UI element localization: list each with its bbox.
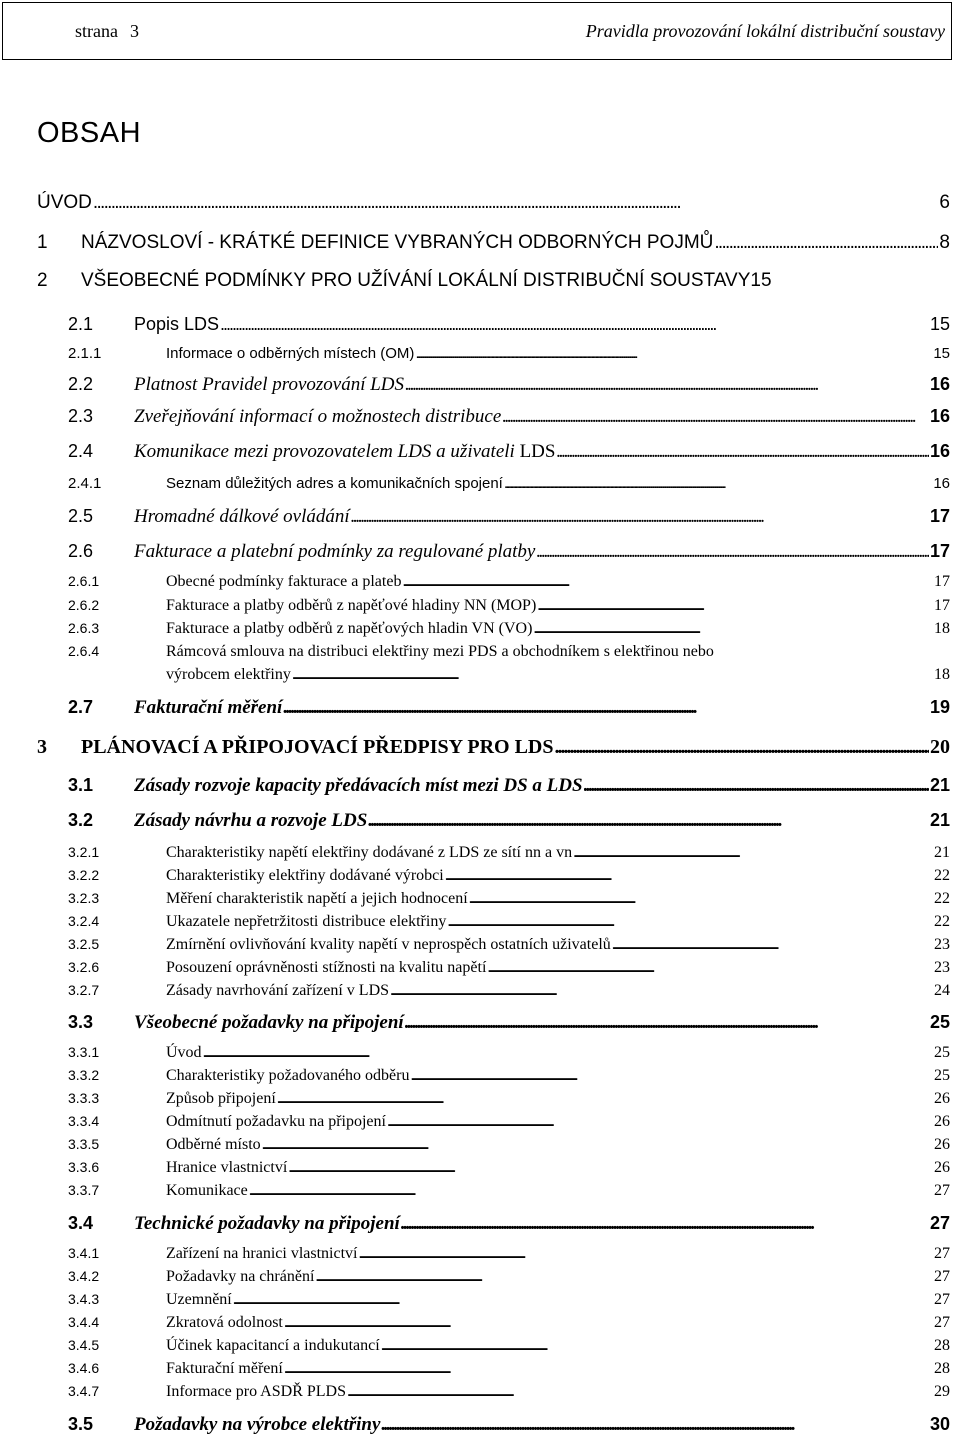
toc-entry-text-main: Komunikace mezi provozovatelem LDS a uživateli bbox=[134, 441, 515, 462]
toc-leader bbox=[262, 1136, 933, 1154]
toc-entry-page: 27 bbox=[934, 1268, 950, 1285]
toc-entry-text: VŠEOBECNÉ PODMÍNKY PRO UŽÍVÁNÍ LOKÁLNÍ DISTRIBUČNÍ SOUSTAVY bbox=[81, 270, 751, 291]
toc-entry-number: 2.6.1 bbox=[68, 573, 100, 589]
toc-entry[interactable] bbox=[68, 620, 950, 638]
toc-entry-number: 2.2 bbox=[68, 374, 94, 394]
toc-entry-page: 17 bbox=[934, 597, 950, 614]
toc-entry-number: 2.4.1 bbox=[68, 475, 102, 492]
toc-entry-number: 3.3.7 bbox=[68, 1182, 100, 1198]
toc-leader bbox=[584, 775, 929, 797]
toc-leader bbox=[447, 913, 933, 931]
toc-entry-text: Hromadné dálkové ovládání bbox=[134, 506, 350, 527]
toc-leader bbox=[284, 1314, 933, 1332]
toc-entry-number: 2.3 bbox=[68, 406, 94, 426]
toc-entry-text-cont: výrobcem elektřiny bbox=[166, 666, 291, 683]
page-number: 3 bbox=[129, 21, 139, 41]
toc-entry-number: 3.3.2 bbox=[68, 1067, 100, 1083]
toc-entry-number: 2 bbox=[37, 270, 48, 291]
toc-entry-number: 3.3.5 bbox=[68, 1136, 100, 1152]
toc-entry-number: 2.6.2 bbox=[68, 597, 100, 613]
toc-entry[interactable] bbox=[68, 643, 950, 689]
toc-leader bbox=[288, 1159, 933, 1177]
toc-entry-page: 22 bbox=[934, 913, 950, 930]
toc-entry-page: 17 bbox=[929, 506, 950, 526]
toc-entry-text: Zásady návrhu a rozvoje LDS bbox=[134, 810, 368, 831]
toc-entry[interactable] bbox=[68, 541, 950, 563]
toc-entry[interactable] bbox=[68, 506, 950, 528]
toc-entry-page: 27 bbox=[934, 1291, 950, 1308]
toc-entry-number: 2.6 bbox=[68, 541, 94, 561]
toc-leader bbox=[249, 1182, 933, 1200]
toc-entry-number: 3.5 bbox=[68, 1414, 94, 1434]
toc-entry[interactable] bbox=[68, 1012, 950, 1034]
toc-leader bbox=[402, 573, 933, 591]
toc-entry-number: 3.2.1 bbox=[68, 844, 100, 860]
toc-entry-number: 2.1.1 bbox=[68, 345, 102, 362]
toc-leader bbox=[573, 844, 933, 862]
toc-entry-text: Ukazatele nepřetržitosti distribuce elektřiny bbox=[166, 913, 447, 930]
toc-entry[interactable] bbox=[68, 1360, 950, 1378]
toc-entry-number: 2.1 bbox=[68, 314, 94, 334]
toc-entry-number: 3.2.7 bbox=[68, 982, 100, 998]
toc-entry[interactable] bbox=[68, 1291, 950, 1309]
toc-entry-number: 3.2.3 bbox=[68, 890, 100, 906]
toc-entry-number: 3.3 bbox=[68, 1012, 94, 1032]
toc-entry-text: Fakturace a platební podmínky za regulované platby bbox=[134, 541, 536, 562]
toc-entry[interactable] bbox=[68, 1213, 950, 1235]
toc-entry-text: Technické požadavky na připojení bbox=[134, 1213, 400, 1234]
toc-leader bbox=[405, 1012, 929, 1034]
toc-entry-text: Informace pro ASDŘ PLDS bbox=[166, 1383, 346, 1400]
toc-entry[interactable] bbox=[68, 844, 950, 862]
toc-entry-number: 2.5 bbox=[68, 506, 94, 526]
toc-entry-text: Odběrné místo bbox=[166, 1136, 261, 1153]
toc-entry[interactable] bbox=[68, 1044, 950, 1062]
toc-entry-text: Zkratová odolnost bbox=[166, 1314, 283, 1331]
toc-leader bbox=[714, 232, 938, 254]
toc-leader bbox=[410, 1067, 933, 1085]
toc-leader bbox=[401, 1213, 929, 1235]
toc-entry[interactable] bbox=[68, 936, 950, 954]
toc-entry-text: ÚVOD bbox=[37, 192, 92, 213]
toc-entry-page: 18 bbox=[934, 666, 950, 683]
page-header bbox=[2, 2, 952, 60]
toc-entry-text: Rámcová smlouva na distribuci elektřiny mezi PDS a obchodníkem s elektřinou nebo bbox=[166, 643, 714, 660]
toc-entry-text: Fakturační měření bbox=[166, 1360, 283, 1377]
toc-entry-text: NÁZVOSLOVÍ - KRÁTKÉ DEFINICE VYBRANÝCH ODBORNÝCH POJMŮ bbox=[81, 232, 714, 253]
toc-entry-text: Požadavky na výrobce elektřiny bbox=[134, 1414, 381, 1435]
toc-entry[interactable] bbox=[68, 890, 950, 908]
toc-leader bbox=[315, 1268, 933, 1286]
page-title: OBSAH bbox=[37, 117, 142, 149]
toc-leader bbox=[533, 620, 933, 638]
toc-entry-text: Charakteristiky požadovaného odběru bbox=[166, 1067, 410, 1084]
toc-entry-page: 24 bbox=[934, 982, 950, 999]
toc-entry-text: Charakteristiky napětí elektřiny dodávané z LDS ze sítí nn a vn bbox=[166, 844, 573, 861]
toc-entry[interactable] bbox=[68, 573, 950, 591]
toc-entry-text: Úvod bbox=[166, 1044, 202, 1061]
toc-entry-page: 27 bbox=[934, 1314, 950, 1331]
toc-entry-text: Požadavky na chránění bbox=[166, 1268, 315, 1285]
toc-entry-number: 2.4 bbox=[68, 441, 94, 461]
toc-entry-number: 3.4.7 bbox=[68, 1383, 100, 1399]
toc-entry-page: 26 bbox=[934, 1113, 950, 1130]
toc-entry-page: 19 bbox=[929, 697, 950, 717]
toc-entry[interactable] bbox=[68, 1245, 950, 1263]
toc-leader bbox=[358, 1245, 933, 1263]
toc-leader bbox=[556, 441, 929, 463]
toc-entry[interactable] bbox=[68, 1113, 950, 1131]
toc-entry-text: Zmírnění ovlivňování kvality napětí v neprospěch ostatních uživatelů bbox=[166, 936, 611, 953]
toc-entry-text: Způsob připojení bbox=[166, 1090, 276, 1107]
toc-entry-page: 23 bbox=[934, 936, 950, 953]
toc-entry-number: 3.2 bbox=[68, 810, 94, 830]
toc-entry-text: Zásady navrhování zařízení v LDS bbox=[166, 982, 390, 999]
toc-entry-text: Informace o odběrných místech (OM) bbox=[166, 345, 415, 362]
toc-entry[interactable] bbox=[37, 270, 950, 292]
toc-entry-text: Hranice vlastnictví bbox=[166, 1159, 288, 1176]
toc-entry-text: Seznam důležitých adres a komunikačních spojení bbox=[166, 475, 503, 492]
toc-entry-text: Obecné podmínky fakturace a plateb bbox=[166, 573, 402, 590]
toc-entry-page: 20 bbox=[930, 736, 950, 758]
toc-entry-page: 26 bbox=[934, 1136, 950, 1153]
toc-entry-text: Komunikace bbox=[166, 1182, 248, 1199]
toc-entry-text: Popis LDS bbox=[134, 314, 220, 334]
toc-entry-page: 25 bbox=[934, 1067, 950, 1084]
toc-leader bbox=[292, 666, 933, 684]
toc-entry-page: 27 bbox=[934, 1182, 950, 1199]
toc-entry-page: 28 bbox=[934, 1360, 950, 1377]
toc-entry[interactable] bbox=[68, 374, 950, 396]
toc-entry-text: Zveřejňování informací o možnostech distribuce bbox=[134, 406, 502, 427]
toc-entry-text: Fakturační měření bbox=[134, 697, 283, 718]
toc-leader bbox=[283, 697, 929, 719]
toc-entry-number: 3.4.1 bbox=[68, 1245, 100, 1261]
toc-entry[interactable] bbox=[68, 597, 950, 615]
toc-entry-text: Uzemnění bbox=[166, 1291, 232, 1308]
toc-leader bbox=[347, 1383, 933, 1401]
toc-entry-page: 22 bbox=[934, 867, 950, 884]
toc-entry-page: 28 bbox=[934, 1337, 950, 1354]
toc-entry-number: 3.3.3 bbox=[68, 1090, 100, 1106]
toc-entry[interactable] bbox=[68, 697, 950, 719]
toc-entry-page: 27 bbox=[929, 1213, 950, 1233]
toc-leader bbox=[387, 1113, 933, 1131]
toc-entry-number: 3.4.3 bbox=[68, 1291, 100, 1307]
toc-entry-page: 17 bbox=[934, 573, 950, 590]
toc-entry-number: 2.7 bbox=[68, 697, 94, 717]
toc-entry[interactable] bbox=[68, 1182, 950, 1200]
toc-entry-number: 1 bbox=[37, 232, 48, 253]
toc-entry-continuation bbox=[166, 666, 950, 684]
toc-entry-page: 22 bbox=[934, 890, 950, 907]
toc-leader bbox=[277, 1090, 933, 1108]
toc-entry-text bbox=[134, 441, 555, 463]
toc-entry[interactable] bbox=[68, 1159, 950, 1177]
toc-entry-text: Fakturace a platby odběrů z napěťové hladiny NN (MOP) bbox=[166, 597, 537, 614]
toc-entry-page: 18 bbox=[934, 620, 950, 637]
toc-entry-number: 2.6.4 bbox=[68, 643, 100, 659]
toc-leader bbox=[233, 1291, 933, 1309]
toc-leader bbox=[381, 1337, 933, 1355]
toc-entry-number: 3.1 bbox=[68, 775, 94, 795]
toc-entry-page: 15 bbox=[929, 314, 950, 334]
toc-entry[interactable] bbox=[68, 913, 950, 931]
toc-entry-text: Posouzení oprávněnosti stížnosti na kvalitu napětí bbox=[166, 959, 487, 976]
toc-leader bbox=[390, 982, 933, 1000]
page-label bbox=[75, 21, 139, 42]
toc-entry-number: 3.2.6 bbox=[68, 959, 100, 975]
toc-leader bbox=[554, 736, 929, 759]
toc-entry-text: Fakturace a platby odběrů z napěťových hladin VN (VO) bbox=[166, 620, 533, 637]
toc-entry-page: 30 bbox=[929, 1414, 950, 1434]
toc-entry[interactable] bbox=[68, 1067, 950, 1085]
toc-entry-page: 15 bbox=[933, 345, 950, 362]
toc-leader bbox=[612, 936, 933, 954]
toc-entry-number: 3.2.4 bbox=[68, 913, 100, 929]
toc-entry-number: 3.3.1 bbox=[68, 1044, 100, 1060]
toc-entry[interactable] bbox=[68, 475, 950, 492]
toc-entry-page: 15 bbox=[750, 270, 772, 291]
toc-entry-page: 26 bbox=[934, 1090, 950, 1107]
toc-leader bbox=[93, 192, 939, 214]
toc-entry[interactable] bbox=[68, 1136, 950, 1154]
toc-entry-page: 21 bbox=[929, 775, 950, 795]
toc-entry-number: 3.4.4 bbox=[68, 1314, 100, 1330]
toc-entry-page: 16 bbox=[929, 441, 950, 461]
toc-entry-text: Měření charakteristik napětí a jejich hodnocení bbox=[166, 890, 468, 907]
toc-entry-page: 21 bbox=[929, 810, 950, 830]
toc-leader bbox=[381, 1414, 929, 1436]
toc-entry[interactable] bbox=[68, 867, 950, 885]
toc-leader bbox=[445, 867, 933, 885]
toc-leader bbox=[487, 959, 933, 977]
toc-entry-number: 3.2.5 bbox=[68, 936, 100, 952]
toc-entry[interactable] bbox=[37, 232, 950, 254]
toc-entry[interactable] bbox=[68, 810, 950, 832]
toc-leader bbox=[415, 345, 932, 362]
toc-entry-page: 16 bbox=[929, 374, 950, 394]
toc-entry-text: Všeobecné požadavky na připojení bbox=[134, 1012, 404, 1033]
toc-entry-number: 3 bbox=[37, 736, 47, 758]
toc-entry-text: Platnost Pravidel provozování LDS bbox=[134, 374, 405, 395]
toc-entry[interactable] bbox=[37, 192, 950, 214]
toc-entry[interactable] bbox=[68, 982, 950, 1000]
toc-entry-number: 3.4.6 bbox=[68, 1360, 100, 1376]
toc-entry-text: Charakteristiky elektřiny dodávané výrobci bbox=[166, 867, 444, 884]
toc-leader bbox=[203, 1044, 933, 1062]
toc-entry-page: 26 bbox=[934, 1159, 950, 1176]
toc-leader bbox=[469, 890, 933, 908]
toc-entry[interactable] bbox=[68, 1383, 950, 1401]
toc-entry[interactable] bbox=[68, 1268, 950, 1286]
toc-entry[interactable] bbox=[68, 1090, 950, 1108]
toc-leader bbox=[537, 597, 933, 615]
toc-entry-number: 3.4 bbox=[68, 1213, 94, 1233]
toc-entry[interactable] bbox=[68, 406, 950, 428]
toc-entry-page: 16 bbox=[929, 406, 950, 426]
toc-entry-number: 3.2.2 bbox=[68, 867, 100, 883]
toc-leader bbox=[351, 506, 929, 528]
toc-entry[interactable] bbox=[68, 441, 950, 463]
toc-entry[interactable] bbox=[68, 775, 950, 797]
toc-entry-text: Účinek kapacitancí a indukutancí bbox=[166, 1337, 380, 1354]
toc-entry-text: PLÁNOVACÍ A PŘIPOJOVACÍ PŘEDPISY PRO LDS bbox=[81, 736, 554, 758]
document-title: Pravidla provozování lokální distribuční soustavy bbox=[585, 21, 945, 41]
toc-leader bbox=[220, 314, 929, 335]
toc-entry[interactable] bbox=[68, 959, 950, 977]
toc-leader bbox=[502, 406, 929, 428]
toc-entry[interactable] bbox=[37, 736, 950, 759]
toc-entry-page: 16 bbox=[933, 475, 950, 492]
toc-entry-page: 17 bbox=[929, 541, 950, 561]
toc-entry-page: 25 bbox=[934, 1044, 950, 1061]
toc-leader bbox=[504, 475, 932, 492]
toc-entry-page: 23 bbox=[934, 959, 950, 976]
toc-entry-page: 29 bbox=[934, 1383, 950, 1400]
toc-entry-number: 2.6.3 bbox=[68, 620, 100, 636]
toc-leader bbox=[368, 810, 929, 832]
toc-entry-page: 27 bbox=[934, 1245, 950, 1262]
toc-entry[interactable] bbox=[68, 345, 950, 362]
toc-entry-page: 25 bbox=[929, 1012, 950, 1032]
toc-entry-number: 3.3.4 bbox=[68, 1113, 100, 1129]
toc-entry[interactable] bbox=[68, 1414, 950, 1436]
toc-entry-page: 21 bbox=[934, 844, 950, 861]
toc-entry[interactable] bbox=[68, 1337, 950, 1355]
toc-entry-text: Zásady rozvoje kapacity předávacích míst mezi DS a LDS bbox=[134, 775, 583, 796]
toc-leader bbox=[284, 1360, 933, 1378]
page-label-text: strana bbox=[75, 21, 118, 41]
toc-entry[interactable] bbox=[68, 314, 950, 335]
toc-entry-page: 6 bbox=[939, 192, 950, 213]
toc-entry-page: 8 bbox=[939, 232, 950, 253]
toc-entry-number: 3.4.2 bbox=[68, 1268, 100, 1284]
toc-entry-text: Zařízení na hranici vlastnictví bbox=[166, 1245, 358, 1262]
toc-entry-number: 3.4.5 bbox=[68, 1337, 100, 1353]
toc-entry[interactable] bbox=[68, 1314, 950, 1332]
toc-entry-text-tail: LDS bbox=[519, 441, 556, 462]
toc-leader bbox=[405, 374, 929, 396]
toc-leader bbox=[536, 541, 929, 563]
toc-entry-text: Odmítnutí požadavku na připojení bbox=[166, 1113, 386, 1130]
toc-entry-number: 3.3.6 bbox=[68, 1159, 100, 1175]
